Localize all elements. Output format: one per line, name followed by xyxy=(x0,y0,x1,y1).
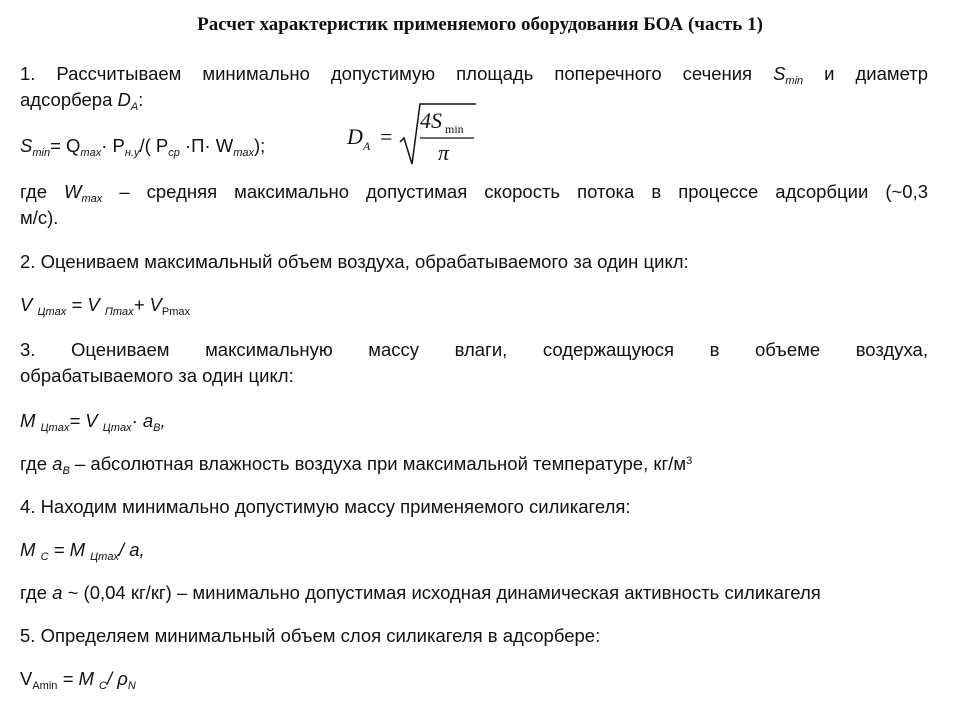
s4-a: a xyxy=(52,582,63,603)
step1-and-diameter: и диаметр xyxy=(824,63,929,84)
s5-c: C xyxy=(99,680,107,692)
fs-s: S xyxy=(20,135,33,156)
fs-max2: max xyxy=(233,147,254,159)
s2-v: V xyxy=(20,294,33,315)
s5-div: / ρ xyxy=(107,668,128,689)
step3-formula xyxy=(20,409,928,433)
s3-dot-a: · a xyxy=(131,410,154,431)
s5-eq: = M xyxy=(62,668,94,689)
s4-div: / a, xyxy=(118,539,145,560)
step3-note xyxy=(20,452,928,476)
fs-max1: max xyxy=(80,147,102,159)
slide-title: Расчет характеристик применяемого оборудования БОА (часть 1) xyxy=(197,14,763,35)
wmax-text1: – средняя максимально допустимая скорость потока в процессе адсорбции (~0,3 xyxy=(119,181,928,202)
s4-where: где xyxy=(20,582,48,603)
s3-b2: В xyxy=(62,465,70,477)
step2-text: 2. Оцениваем максимальный объем воздуха, обрабатываемого за один цикл: xyxy=(20,251,689,272)
s2-ctmax: Цmax xyxy=(37,306,67,318)
s3-b: В xyxy=(153,422,161,434)
s5-n: N xyxy=(127,680,136,692)
fda-a: A xyxy=(363,139,371,153)
step4-note xyxy=(20,581,928,605)
s5-amin: Amin xyxy=(32,680,58,692)
s5-v: V xyxy=(20,668,33,689)
step1-colon: : xyxy=(138,89,144,110)
step1-line1 xyxy=(20,62,928,86)
s2-eq: = V xyxy=(71,294,100,315)
step1-text: 1. Рассчитываем минимально допустимую площадь поперечного сечения xyxy=(20,63,753,84)
s3-comma: , xyxy=(160,410,166,431)
s2-plus: + V xyxy=(133,294,162,315)
fda-pi: π xyxy=(438,140,450,165)
s3-cube: 3 xyxy=(686,455,693,467)
fda-min: min xyxy=(445,122,464,136)
s-symbol: S xyxy=(773,63,786,84)
step4-text: 4. Находим минимально допустимую массу применяемого силикагеля: xyxy=(20,496,631,517)
step2-formula xyxy=(20,293,928,317)
s3-a: a xyxy=(52,453,63,474)
wmax-max: max xyxy=(81,193,103,205)
fda-d: D xyxy=(347,124,363,149)
s4-m: M xyxy=(20,539,36,560)
s3-eq: = V xyxy=(69,410,98,431)
fs-min: min xyxy=(32,147,51,159)
fs-div-p: /( P xyxy=(139,135,169,156)
wmax-where: где xyxy=(20,181,48,202)
s2-pmax: Pmax xyxy=(161,306,191,318)
fs-sr: ср xyxy=(168,147,180,159)
fs-dot-p: · P xyxy=(101,135,125,156)
s-min-subscript: min xyxy=(785,75,804,87)
wmax-w: W xyxy=(64,181,82,202)
step4-formula xyxy=(20,538,928,562)
s3-ctmax2: Цmax xyxy=(102,422,132,434)
step3-line1: 3. Оцениваем максимальную массу влаги, содержащуюся в объеме воздуха, xyxy=(20,339,928,360)
step1-adsorber: адсорбера xyxy=(20,89,113,110)
s3-ctmax: Цmax xyxy=(40,422,70,434)
s4-eq: = M xyxy=(53,539,86,560)
fda-eq: = xyxy=(380,124,393,149)
formula-d-a xyxy=(342,100,482,170)
s4-note-text: ~ (0,04 кг/кг) – минимально допустимая исходная динамическая активность силикагеля xyxy=(67,582,821,603)
s3-note-text: – абсолютная влажность воздуха при максимальной температуре, кг/м xyxy=(74,453,687,474)
s3-where: где xyxy=(20,453,48,474)
s4-ctmax: Цmax xyxy=(90,551,119,563)
s3-m: M xyxy=(20,410,36,431)
wmax-line2: м/с). xyxy=(20,207,59,228)
fs-eq-q: = Q xyxy=(50,135,81,156)
wmax-line1 xyxy=(20,180,928,204)
fda-num: 4S xyxy=(420,108,442,133)
d-symbol: D xyxy=(117,89,131,110)
fs-pi-w: ·П· W xyxy=(179,135,234,156)
step3-line2: обрабатываемого за один цикл: xyxy=(20,365,294,386)
step5-text: 5. Определяем минимальный объем слоя силикагеля в адсорбере: xyxy=(20,625,601,646)
s2-ptmax: Пmax xyxy=(104,306,134,318)
step5-formula xyxy=(20,667,928,691)
fs-end: ); xyxy=(254,135,266,156)
d-a-subscript: A xyxy=(130,101,139,113)
fs-nu: н.у xyxy=(124,147,140,159)
s4-c: C xyxy=(40,551,49,563)
